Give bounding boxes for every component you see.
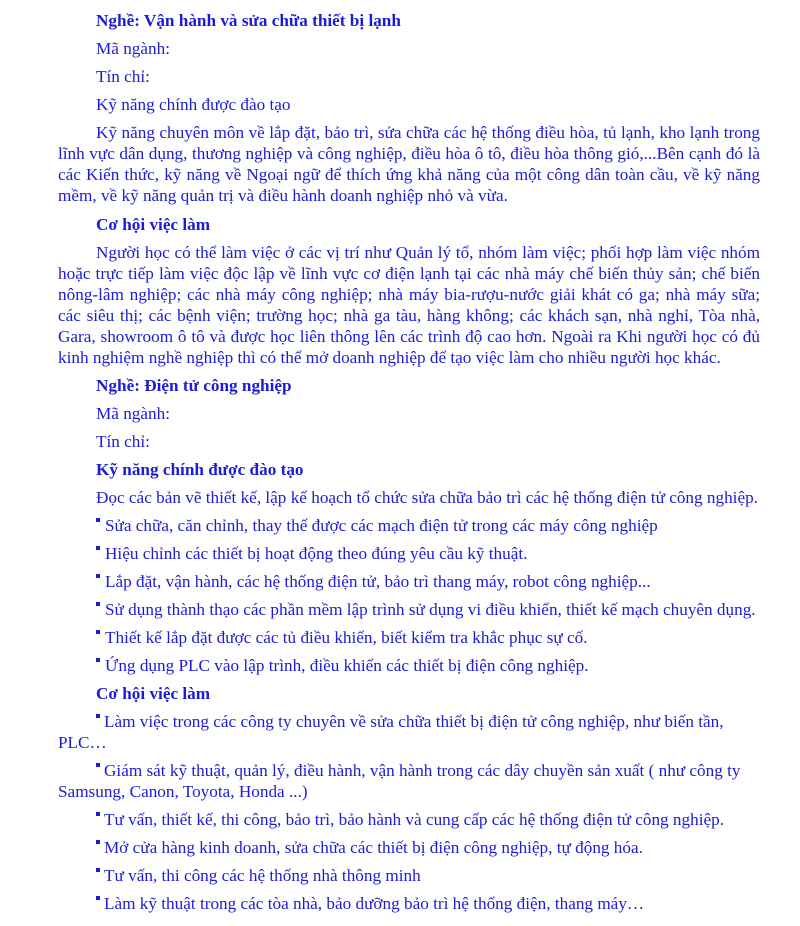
skills-list-item: Sửa chữa, căn chỉnh, thay thế được các mạch điện tử trong các máy công nghiệp (58, 515, 760, 536)
jobs-list-item: Làm việc trong các công ty chuyên về sửa chữa thiết bị điện tử công nghiệp, như biến tần, PLC… (58, 712, 724, 752)
section-1-jobs-heading: Cơ hội việc làm (96, 215, 211, 234)
bullet-icon (96, 574, 100, 578)
skills-list-item: Sử dụng thành thạo các phần mềm lập trình sử dụng vi điều khiển, thiết kế mạch chuyên dụng. (58, 599, 760, 620)
jobs-list-item: Làm kỹ thuật trong các tòa nhà, bảo dưỡng bảo trì hệ thống điện, thang máy… (58, 893, 760, 914)
section-1-credit-label: Tín chỉ: (96, 67, 150, 86)
skills-list-item: Lắp đặt, vận hành, các hệ thống điện tử, bảo trì thang máy, robot công nghiệp... (58, 571, 760, 592)
jobs-list-item: Tư vấn, thiết kế, thi công, bảo trì, bảo hành và cung cấp các hệ thống điện tử công nghiệp. (58, 809, 760, 830)
skills-list-item: Hiệu chỉnh các thiết bị hoạt động theo đúng yêu cầu kỹ thuật. (58, 543, 760, 564)
jobs-list-item: Giám sát kỹ thuật, quản lý, điều hành, vận hành trong các dây chuyền sản xuất ( như công ty Samsung, Canon, Toyota, Honda ...) (58, 761, 741, 801)
section-2-skills-heading: Kỹ năng chính được đào tạo (96, 460, 304, 479)
bullet-icon (96, 896, 100, 900)
section-1-jobs-paragraph: Người học có thể làm việc ở các vị trí như Quản lý tổ, nhóm làm việc; phối hợp làm việc nhóm hoặc trực tiếp làm việc độc lập về lĩnh vực cơ điện lạnh tại các nhà máy chế biến thủy sản; chế biến nông-lâm nghiệp; các nhà máy công nghiệp; nhà máy bia-rượu-nước giải khát có ga; nhà máy sữa; các siêu thị; các bệnh viện; trường học; nhà ga tàu, hàng không; các khách sạn, nhà nghỉ, Tòa nhà, Gara, showroom ô tô và được học liên thông lên các trình độ cao hơn. Ngoài ra Khi người học có đủ kinh nghiệm nghề nghiệp thì có thể mở doanh nghiệp để tạo việc làm cho nhiều người học khác. (58, 243, 760, 367)
jobs-list-item: Tư vấn, thi công các hệ thống nhà thông minh (58, 865, 760, 886)
bullet-icon (96, 840, 100, 844)
bullet-icon (96, 812, 100, 816)
bullet-icon (96, 630, 100, 634)
section-2-heading: Nghề: Điện tử công nghiệp (96, 376, 292, 395)
skills-list-item: Thiết kế lắp đặt được các tủ điều khiển, biết kiểm tra khắc phục sự cố. (58, 627, 760, 648)
section-1-code-label: Mã ngành: (96, 39, 170, 58)
bullet-icon (96, 658, 100, 662)
bullet-icon (96, 602, 100, 606)
bullet-icon (96, 868, 100, 872)
bullet-icon (96, 518, 100, 522)
section-1-skills-paragraph: Kỹ năng chuyên môn về lắp đặt, bảo trì, sửa chữa các hệ thống điều hòa, tủ lạnh, kho lạnh trong lĩnh vực dân dụng, thương nghiệp và công nghiệp, điều hòa ô tô, điều hòa thông gió,...Bên cạnh đó là các Kiến thức, kỹ năng về Ngoại ngữ để thích ứng khả năng của một công dân toàn cầu, về kỹ năng mềm, về kỹ năng quản trị và điều hành doanh nghiệp nhỏ và vừa. (58, 123, 760, 205)
skills-list-item: Ứng dụng PLC vào lập trình, điều khiển các thiết bị điện công nghiệp. (58, 655, 760, 676)
section-2-code-label: Mã ngành: (96, 404, 170, 423)
section-2-credit-label: Tín chỉ: (96, 432, 150, 451)
section-2-skills-intro: Đọc các bản vẽ thiết kế, lập kế hoạch tổ chức sửa chữa bảo trì các hệ thống điện tử công nghiệp. (96, 488, 758, 507)
section-1-heading: Nghề: Vận hành và sửa chữa thiết bị lạnh (96, 11, 401, 30)
jobs-list-item: Mở cửa hàng kinh doanh, sửa chữa các thiết bị điện công nghiệp, tự động hóa. (58, 837, 760, 858)
bullet-icon (96, 546, 100, 550)
section-2-jobs-heading: Cơ hội việc làm (96, 684, 211, 703)
section-1-skills-heading: Kỹ năng chính được đào tạo (96, 95, 291, 114)
bullet-icon (96, 714, 100, 718)
bullet-icon (96, 763, 100, 767)
